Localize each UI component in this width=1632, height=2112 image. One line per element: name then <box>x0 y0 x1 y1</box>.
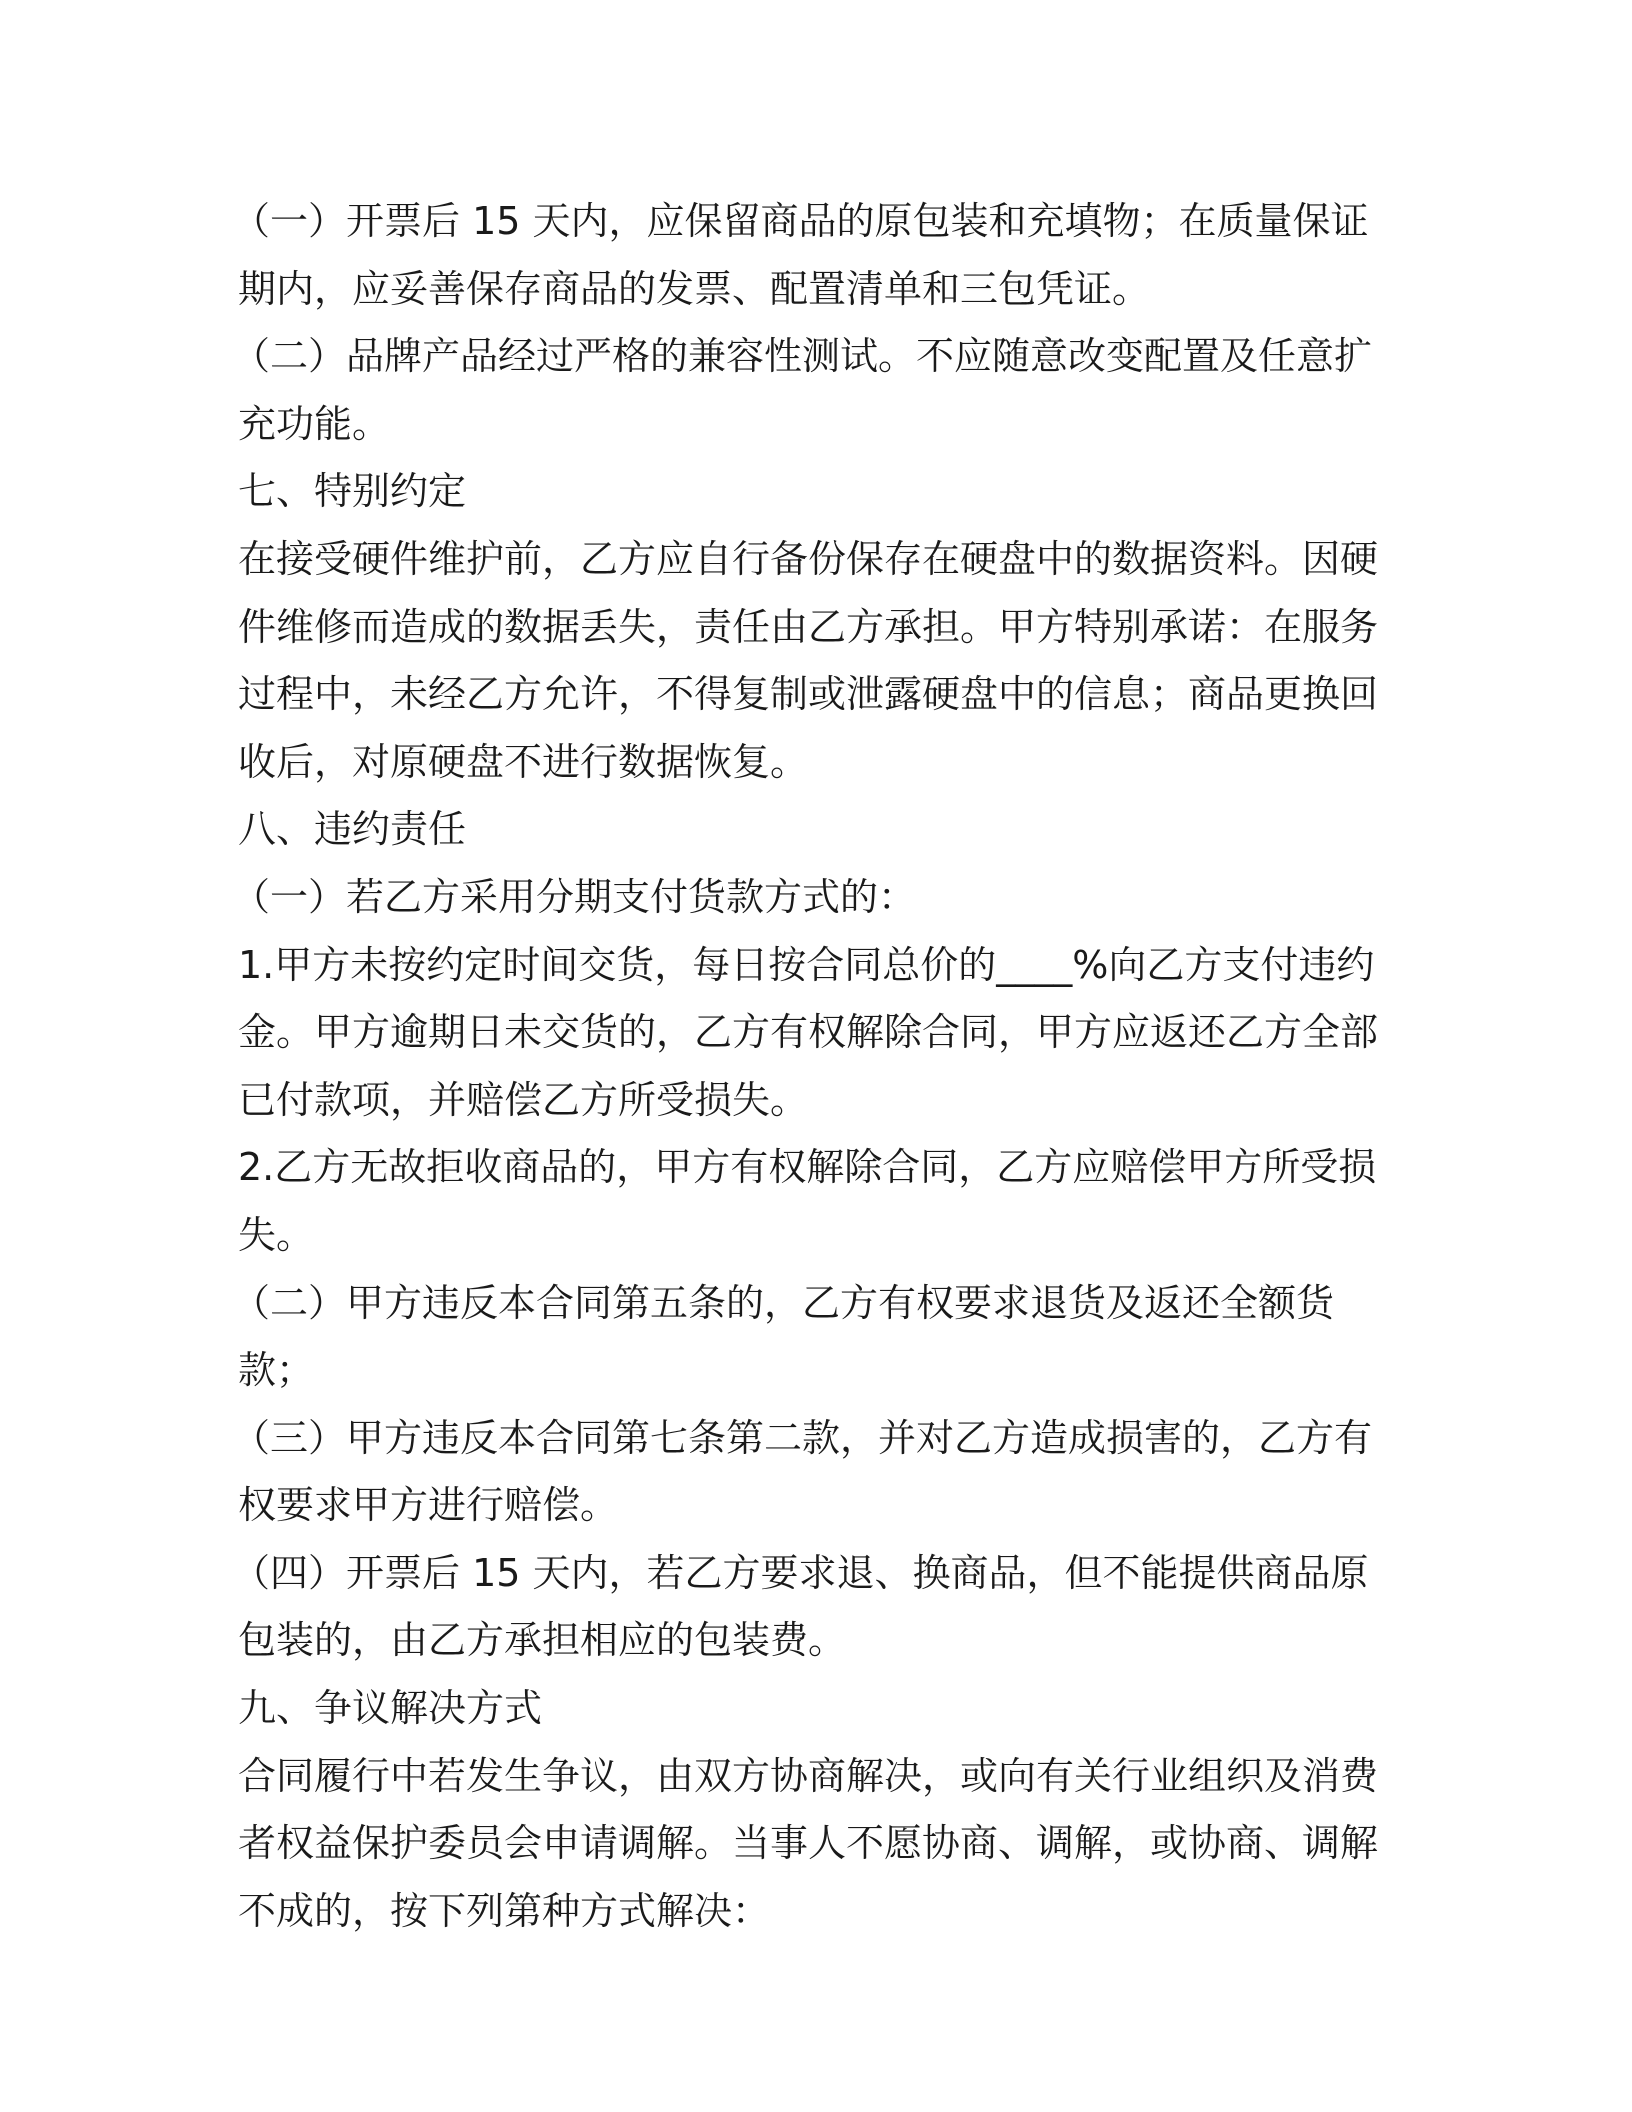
clause-paragraph: 1.甲方未按约定时间交货，每日按合同总价的____%向乙方支付违约金。甲方逾期日未交货的，乙方有权解除合同，甲方应返还乙方全部已付款项，并赔偿乙方所受损失。 <box>238 942 1379 1122</box>
section-heading: 七、特别约定 <box>238 469 467 514</box>
clause-paragraph: 合同履行中若发生争议，由双方协商解决，或向有关行业组织及消费者权益保护委员会申请调解。当事人不愿协商、调解，或协商、调解不成的，按下列第种方式解决： <box>238 1753 1379 1933</box>
clause-paragraph: （一）开票后 15 天内，应保留商品的原包装和充填物；在质量保证期内，应妥善保存商品的发票、配置清单和三包凭证。 <box>232 199 1369 311</box>
clause-paragraph: 在接受硬件维护前，乙方应自行备份保存在硬盘中的数据资料。因硬件维修而造成的数据丢失，责任由乙方承担。甲方特别承诺：在服务过程中，未经乙方允许，不得复制或泄露硬盘中的信息；商品更换回收后，对原硬盘不进行数据恢复。 <box>238 536 1379 784</box>
document-body <box>232 188 1398 1945</box>
clause-paragraph: （四）开票后 15 天内，若乙方要求退、换商品，但不能提供商品原包装的，由乙方承担相应的包装费。 <box>232 1550 1369 1663</box>
clause-paragraph: （三）甲方违反本合同第七条第二款，并对乙方造成损害的，乙方有权要求甲方进行赔偿。 <box>232 1415 1373 1528</box>
section-heading: 九、争议解决方式 <box>238 1686 543 1731</box>
clause-paragraph: 2.乙方无故拒收商品的，甲方有权解除合同，乙方应赔偿甲方所受损失。 <box>238 1145 1377 1257</box>
clause-paragraph: （二）品牌产品经过严格的兼容性测试。不应随意改变配置及任意扩充功能。 <box>232 334 1373 446</box>
clause-paragraph: （一）若乙方采用分期支付货款方式的： <box>232 874 917 919</box>
section-heading: 八、违约责任 <box>238 807 467 852</box>
clause-paragraph: （二）甲方违反本合同第五条的，乙方有权要求退货及返还全额货款； <box>232 1280 1335 1393</box>
